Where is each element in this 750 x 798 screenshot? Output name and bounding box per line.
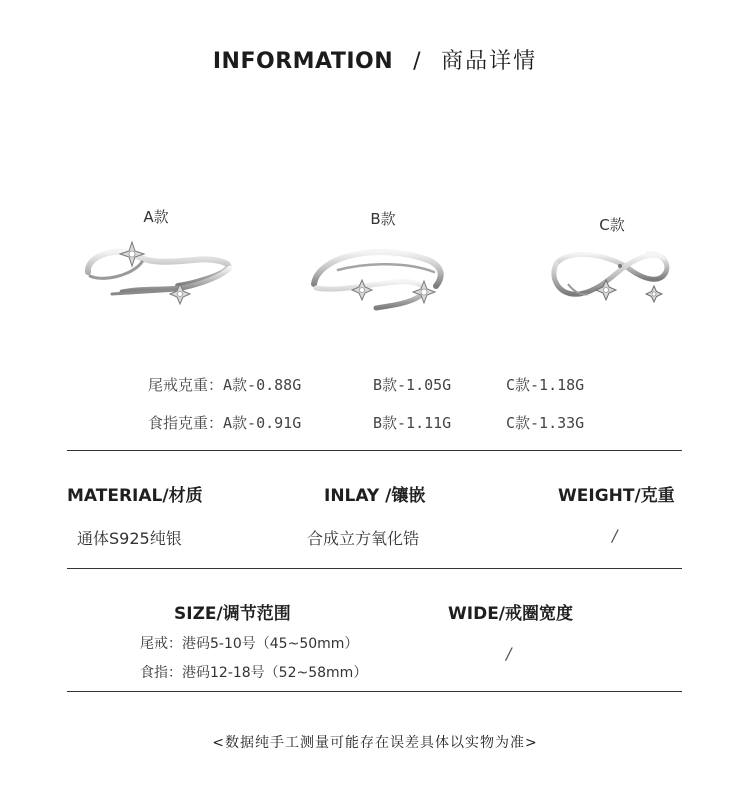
tail-weight-c: C款-1.18G	[506, 376, 585, 394]
page-title	[0, 44, 750, 75]
title-en: INFORMATION	[212, 49, 394, 74]
tail-weight-a: A款-0.88G	[223, 376, 302, 394]
ring-b-label: B款	[370, 210, 396, 228]
sparkle-stone-icon	[596, 280, 616, 300]
size-index-ring: 食指：港码12-18号（52~58mm）	[140, 665, 368, 681]
tail-weight-label: 尾戒克重：	[148, 376, 224, 394]
ring-b-image	[308, 236, 450, 314]
index-weight-label: 食指克重：	[148, 414, 224, 432]
title-separator: /	[413, 49, 422, 74]
wide-value: /	[506, 644, 512, 663]
index-weight-a: A款-0.91G	[223, 414, 302, 432]
material-value: 通体S925纯银	[77, 529, 182, 548]
index-weight-c: C款-1.33G	[506, 414, 585, 432]
inlay-heading: INLAY /镶嵌	[324, 486, 426, 506]
tail-weight-b: B款-1.05G	[373, 376, 452, 394]
divider-bottom	[67, 691, 682, 692]
index-weight-b: B款-1.11G	[373, 414, 452, 432]
inlay-value: 合成立方氧化锆	[307, 529, 420, 548]
tail-ring-weight-row	[148, 374, 301, 395]
divider-middle	[67, 568, 682, 569]
material-heading: MATERIAL/材质	[67, 486, 203, 506]
wide-heading: WIDE/戒圈宽度	[448, 604, 574, 624]
weight-heading: WEIGHT/克重	[558, 486, 675, 506]
size-tail-ring: 尾戒：港码5-10号（45~50mm）	[140, 636, 359, 652]
divider-top	[67, 450, 682, 451]
weight-value: /	[612, 526, 618, 545]
sparkle-stone-icon	[646, 286, 662, 302]
index-ring-weight-row	[148, 412, 301, 433]
size-heading: SIZE/调节范围	[174, 604, 291, 624]
ring-c-image	[548, 244, 673, 306]
ring-a-image	[82, 232, 237, 312]
ring-a-label: A款	[143, 208, 169, 226]
measurement-disclaimer: <数据纯手工测量可能存在误差具体以实物为准>	[212, 735, 538, 751]
title-zh: 商品详情	[441, 49, 538, 74]
ring-c-label: C款	[599, 216, 625, 234]
